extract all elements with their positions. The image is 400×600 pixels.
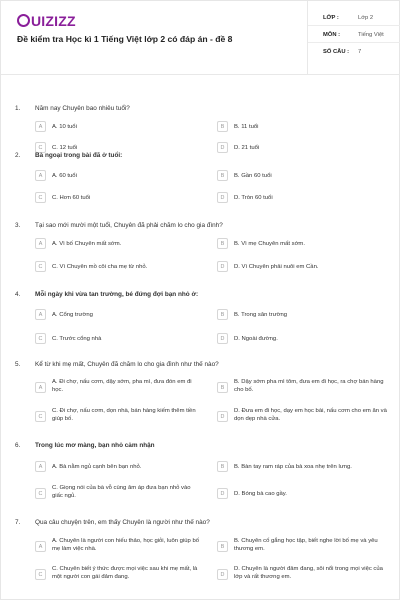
option-text: C. Vì Chuyên mồ côi cha mẹ từ nhỏ.	[52, 264, 148, 270]
option-badge: A	[35, 541, 46, 552]
option-badge: A	[35, 170, 46, 181]
question-text: Trong lúc mơ màng, bạn nhỏ cảm nhận	[35, 442, 155, 449]
option-badge: A	[35, 461, 46, 472]
option-text: A. Cổng trường	[52, 312, 93, 318]
meta-row-class	[308, 10, 400, 26]
question-number: 2.	[15, 152, 21, 159]
meta-value: 7	[358, 49, 362, 55]
option-badge: A	[35, 121, 46, 132]
question-text: Năm nay Chuyên bao nhiêu tuổi?	[35, 105, 130, 112]
option-text: A. Vì bố Chuyên mất sớm.	[52, 241, 122, 247]
meta-key: MÔN :	[323, 32, 341, 38]
question-text: Tại sao mới mười một tuổi, Chuyên đã phải chăm lo cho gia đình?	[35, 222, 223, 229]
meta-key: LỚP :	[323, 15, 339, 21]
question-number: 7.	[15, 519, 21, 526]
option-text: C. Giọng nói của bà vỗ cùng âm áp đưa bạn nhỏ vào giấc ngủ.	[52, 485, 191, 499]
question-text: Bà ngoại trong bài đã ở tuổi:	[35, 152, 123, 159]
option-badge: A	[35, 382, 46, 393]
question-number: 3.	[15, 222, 21, 229]
option-text: D. Ngoài đường.	[234, 336, 278, 342]
option-text: A. Bà nằm ngủ cạnh bên bạn nhỏ.	[52, 464, 142, 470]
option-badge: C	[35, 333, 46, 344]
option-badge: B	[217, 238, 228, 249]
option-badge: C	[35, 488, 46, 499]
option-text: B. 11 tuổi	[234, 124, 259, 130]
option-badge: C	[35, 192, 46, 203]
question-number: 5.	[15, 361, 21, 368]
option-text: C. Chuyên biết ý thức được mọi việc sau khi mẹ mất, là một người con gái đảm đang.	[52, 566, 198, 580]
question-number: 1.	[15, 105, 21, 112]
meta-value: Tiếng Việt	[358, 32, 384, 38]
option-text: A. Đi chợ, nấu cơm, dậy sớm, pha mì, đưa đón em đi học.	[52, 379, 192, 393]
option-badge: D	[217, 569, 228, 580]
option-text: D. Chuyên là người đảm đang, sôi nổi trong mọi việc của lớp và rất thương em.	[234, 566, 383, 580]
option-badge: D	[217, 261, 228, 272]
option-text: C. Hơn 60 tuổi	[52, 195, 91, 201]
question-number: 4.	[15, 291, 21, 298]
worksheet-header	[1, 1, 400, 75]
option-badge: D	[217, 488, 228, 499]
option-badge: B	[217, 309, 228, 320]
option-text: A. 10 tuổi	[52, 124, 77, 130]
option-text: A. 60 tuổi	[52, 173, 77, 179]
option-text: B. Gần 60 tuổi	[234, 173, 272, 179]
option-text: D. Bóng bà cao gầy.	[234, 491, 287, 497]
option-badge: C	[35, 411, 46, 422]
option-badge: B	[217, 382, 228, 393]
option-badge: C	[35, 142, 46, 153]
question-text: Mỗi ngày khi vừa tan trường, bé đứng đợi bạn nhỏ ở:	[35, 291, 199, 298]
logo-text: UIZIZZ	[31, 13, 76, 29]
option-text: C. Trước cổng nhà	[52, 336, 102, 342]
meta-row-subject	[308, 27, 400, 43]
option-badge: D	[217, 333, 228, 344]
option-badge: C	[35, 261, 46, 272]
quizizz-logo	[17, 13, 76, 29]
meta-table	[307, 1, 400, 75]
option-text: C. Đi chợ, nấu cơm, dọn nhà, bán hàng kiếm thêm tiền giúp bố.	[52, 408, 196, 422]
option-text: B. Dậy sớm pha mì tôm, đưa em đi học, ra chợ bán hàng cho bố.	[234, 379, 384, 393]
option-text: B. Trong sân trường	[234, 312, 287, 318]
option-text: B. Chuyên cố gắng học tập, biết nghe lời bố mẹ và yêu thương em.	[234, 538, 378, 552]
option-text: B. Bàn tay ram ráp của bà xoa nhẹ trên lưng.	[234, 464, 352, 470]
option-badge: D	[217, 142, 228, 153]
option-badge: D	[217, 192, 228, 203]
option-badge: A	[35, 309, 46, 320]
option-text: D. Đưa em đi học, dạy em học bài, nấu cơm cho em ăn và dọn dẹp nhà cửa.	[234, 408, 387, 422]
question-text: Qua câu chuyện trên, em thấy Chuyên là người như thế nào?	[35, 519, 210, 526]
option-badge: A	[35, 238, 46, 249]
option-badge: B	[217, 121, 228, 132]
option-text: A. Chuyên là người con hiếu thảo, học giỏi, luôn giúp bố mẹ làm việc nhà.	[52, 538, 199, 552]
option-text: B. Vì mẹ Chuyên mất sớm.	[234, 241, 305, 247]
meta-value: Lớp 2	[358, 15, 374, 21]
logo-q-icon	[17, 14, 30, 27]
option-text: C. 12 tuổi	[52, 145, 78, 151]
option-text: D. 21 tuổi	[234, 145, 260, 151]
option-badge: B	[217, 170, 228, 181]
option-badge: B	[217, 541, 228, 552]
option-badge: B	[217, 461, 228, 472]
option-text: D. Vì Chuyên phải nuôi em Cần.	[234, 264, 319, 270]
worksheet-title: Đề kiểm tra Học kì 1 Tiếng Việt lớp 2 có đáp án - đề 8	[17, 34, 233, 44]
option-badge: D	[217, 411, 228, 422]
option-badge: C	[35, 569, 46, 580]
question-number: 6.	[15, 442, 21, 449]
question-text: Kể từ khi mẹ mất, Chuyên đã chăm lo cho gia đình như thế nào?	[35, 361, 219, 368]
meta-row-count	[308, 44, 400, 60]
meta-key: SỐ CÂU :	[323, 49, 350, 55]
option-text: D. Tròn 60 tuổi	[234, 195, 273, 201]
